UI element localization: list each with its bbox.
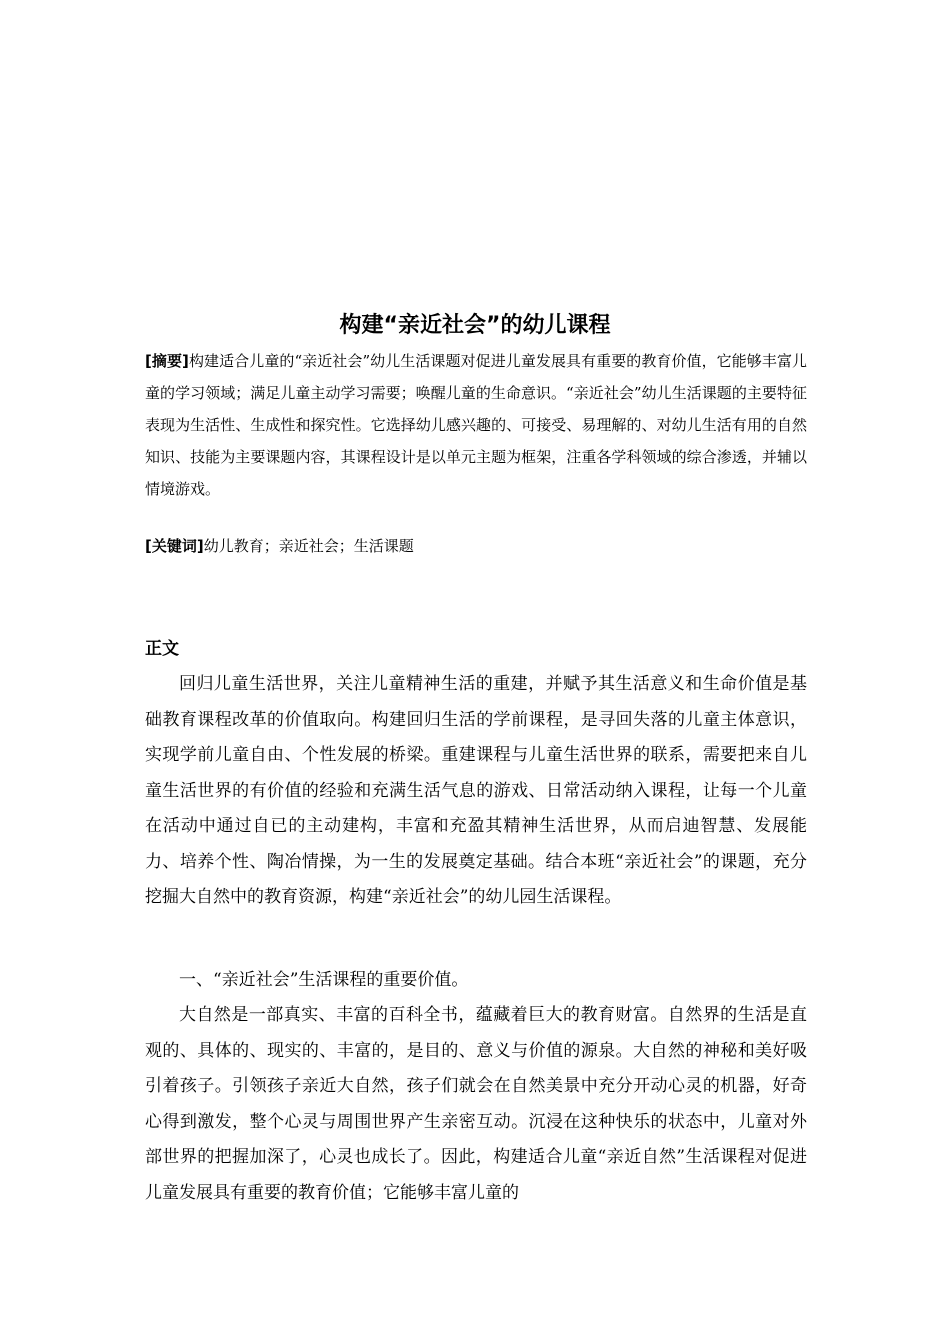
abstract-paragraph: [145, 345, 807, 505]
keywords-text: 幼儿教育；亲近社会；生活课题: [203, 537, 414, 555]
abstract-text: 构建适合儿童的“亲近社会”幼儿生活课题对促进儿童发展具有重要的教育价值，它能够丰富儿童的学习领域；满足儿童主动学习需要；唤醒儿童的生命意识。“亲近社会”幼儿生活课题的主要特征表现为生活性、生成性和探究性。它选择幼儿感兴趣的、可接受、易理解的、对幼儿生活有用的自然知识、技能为主要课题内容，其课程设计是以单元主题为框架，注重各学科领域的综合渗透，并辅以情境游戏。: [145, 352, 808, 498]
keywords-paragraph: [145, 530, 807, 562]
document-title: 构建“亲近社会”的幼儿课程: [339, 313, 611, 338]
body-paragraph: 大自然是一部真实、丰富的百科全书，蕴藏着巨大的教育财富。自然界的生活是直观的、具体的、现实的、丰富的，是目的、意义与价值的源泉。大自然的神秘和美好吸引着孩子。引领孩子亲近大自然，孩子们就会在自然美景中充分开动心灵的机器，好奇心得到激发，整个心灵与周围世界产生亲密互动。沉浸在这种快乐的状态中，儿童对外部世界的把握加深了，心灵也成长了。因此，构建适合儿童“亲近自然”生活课程对促进儿童发展具有重要的教育价值；它能够丰富儿童的: [145, 1005, 807, 1203]
abstract-tag: [摘要]: [145, 352, 189, 370]
body-paragraph: 回归儿童生活世界，关注儿童精神生活的重建，并赋予其生活意义和生命价值是基础教育课程改革的价值取向。构建回归生活的学前课程，是寻回失落的儿童主体意识，实现学前儿童自由、个性发展的桥梁。重建课程与儿童生活世界的联系，需要把来自儿童生活世界的有价值的经验和充满生活气息的游戏、日常活动纳入课程，让每一个儿童在活动中通过自已的主动建构，丰富和充盈其精神生活世界，从而启迪智慧、发展能力、培养个性、陶冶情操，为一生的发展奠定基础。结合本班“亲近社会”的课题，充分挖掘大自然中的教育资源，构建“亲近社会”的幼儿园生活课程。: [145, 674, 807, 907]
subsection-heading: 一、“亲近社会”生活课程的重要价值。: [179, 970, 469, 990]
section-heading: 正文: [145, 639, 179, 659]
keywords-tag: [关键词]: [145, 537, 204, 555]
